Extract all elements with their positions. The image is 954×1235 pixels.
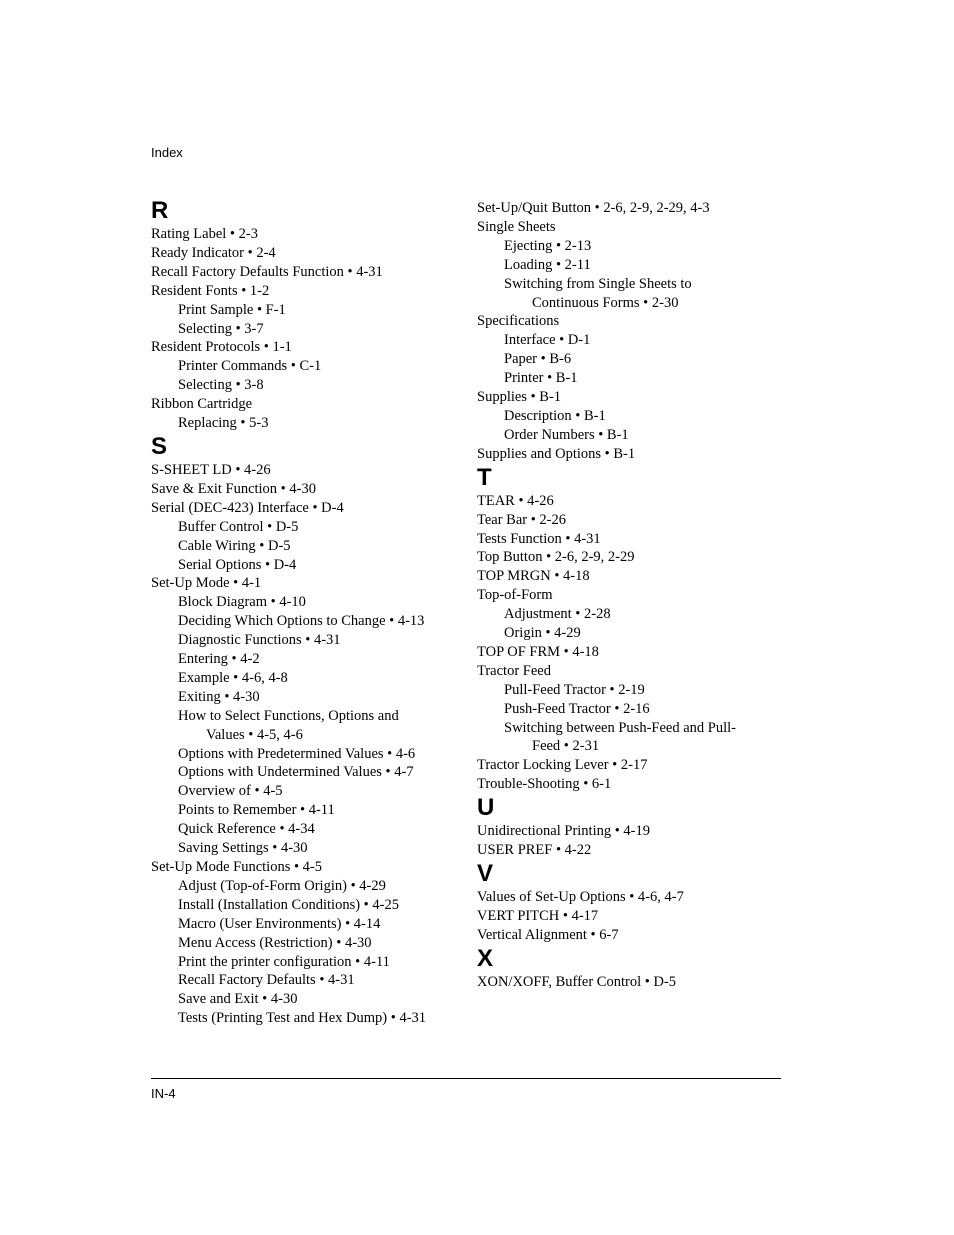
index-subentry: Push-Feed Tractor • 2-16: [504, 700, 650, 717]
index-subentry: Recall Factory Defaults • 4-31: [178, 972, 355, 989]
index-entry: Ribbon Cartridge: [151, 396, 253, 413]
index-subentry: Print the printer configuration • 4-11: [178, 953, 390, 970]
section-letter: R: [151, 197, 169, 224]
index-subentry: Switching between Push-Feed and Pull-: [504, 719, 736, 736]
index-subentry: Pull-Feed Tractor • 2-19: [504, 681, 645, 698]
section-letter: X: [477, 944, 494, 972]
index-entry: USER PREF • 4-22: [477, 842, 592, 859]
index-subentry: Description • B-1: [504, 407, 606, 424]
index-subentry: Selecting • 3-8: [178, 377, 264, 394]
index-subentry: Loading • 2-11: [504, 256, 591, 273]
index-entry: Recall Factory Defaults Function • 4-31: [151, 263, 383, 280]
index-subentry: Ejecting • 2-13: [504, 237, 592, 254]
index-entry: TOP OF FRM • 4-18: [477, 643, 599, 660]
index-entry: Supplies • B-1: [477, 389, 562, 406]
index-entry: Top-of-Form: [477, 587, 553, 604]
index-section: [477, 199, 777, 464]
index-entry: VERT PITCH • 4-17: [477, 907, 599, 924]
index-section: [477, 945, 777, 992]
index-entry: S-SHEET LD • 4-26: [151, 461, 271, 478]
index-section: [151, 197, 461, 433]
index-subentry: Interface • D-1: [504, 332, 591, 349]
index-entry: Serial (DEC-423) Interface • D-4: [151, 499, 344, 516]
index-subentry: Macro (User Environments) • 4-14: [178, 915, 381, 932]
index-subentry: Options with Undetermined Values • 4-7: [178, 764, 414, 781]
index-entry: Tear Bar • 2-26: [477, 511, 567, 528]
section-letter: V: [477, 860, 494, 887]
index-subentry: Deciding Which Options to Change • 4-13: [178, 613, 425, 630]
index-entry: Specifications: [477, 313, 560, 330]
index-entry: TEAR • 4-26: [477, 492, 554, 509]
index-subentry: Cable Wiring • D-5: [178, 537, 291, 554]
index-entry: Save & Exit Function • 4-30: [151, 480, 316, 497]
index-entry: Vertical Alignment • 6-7: [477, 926, 619, 943]
index-subentry: Options with Predetermined Values • 4-6: [178, 745, 416, 762]
index-section: [151, 433, 461, 1028]
section-letter: S: [151, 432, 168, 460]
index-entry: Set-Up Mode • 4-1: [151, 575, 262, 592]
index-subentry: Feed • 2-31: [532, 738, 600, 755]
index-entry: Tests Function • 4-31: [477, 530, 601, 547]
index-entry: Unidirectional Printing • 4-19: [477, 823, 651, 840]
running-header: Index: [151, 145, 183, 160]
index-subentry: Serial Options • D-4: [178, 556, 297, 573]
index-entry: Top Button • 2-6, 2-9, 2-29: [477, 549, 635, 566]
index-subentry: Switching from Single Sheets to: [504, 275, 692, 292]
index-entry: Trouble-Shooting • 6-1: [477, 776, 612, 793]
index-subentry: Print Sample • F-1: [178, 301, 286, 318]
index-subentry: Order Numbers • B-1: [504, 426, 629, 443]
index-entry: Resident Protocols • 1-1: [151, 339, 292, 356]
index-column-right: [477, 199, 777, 992]
index-subentry: Save and Exit • 4-30: [178, 991, 298, 1008]
index-subentry: Paper • B-6: [504, 351, 572, 368]
index-entry: Tractor Locking Lever • 2-17: [477, 757, 648, 774]
index-subentry: Printer • B-1: [504, 370, 578, 387]
section-letter: T: [477, 463, 492, 491]
index-entry: Rating Label • 2-3: [151, 226, 258, 242]
index-entry: Set-Up Mode Functions • 4-5: [151, 859, 323, 875]
index-subentry: Printer Commands • C-1: [178, 358, 322, 375]
index-entry: XON/XOFF, Buffer Control • D-5: [477, 973, 676, 990]
index-subentry: Install (Installation Conditions) • 4-25: [178, 896, 399, 913]
index-subentry: Entering • 4-2: [178, 651, 260, 668]
index-entry: Tractor Feed: [477, 662, 551, 679]
index-subentry: Adjust (Top-of-Form Origin) • 4-29: [178, 877, 386, 894]
page-number: IN-4: [151, 1086, 176, 1101]
index-subentry: Exiting • 4-30: [178, 688, 260, 705]
index-entry: Single Sheets: [477, 218, 556, 235]
index-section: [477, 794, 777, 860]
index-subentry: Saving Settings • 4-30: [178, 840, 308, 857]
index-entry: Resident Fonts • 1-2: [151, 282, 270, 299]
index-column-left: [151, 197, 461, 1028]
index-entry: TOP MRGN • 4-18: [477, 568, 590, 585]
index-subentry: Adjustment • 2-28: [504, 606, 611, 623]
index-subentry: Selecting • 3-7: [178, 320, 264, 337]
index-entry: Ready Indicator • 2-4: [151, 244, 276, 261]
index-subentry: Diagnostic Functions • 4-31: [178, 632, 341, 649]
index-subentry: Origin • 4-29: [504, 625, 581, 642]
index-subentry: Tests (Printing Test and Hex Dump) • 4-31: [178, 1010, 427, 1027]
index-section: [477, 464, 777, 795]
index-subentry: Points to Remember • 4-11: [178, 802, 335, 819]
index-subentry: Menu Access (Restriction) • 4-30: [178, 934, 372, 951]
section-letter: U: [477, 794, 495, 822]
index-subentry: Quick Reference • 4-34: [178, 821, 315, 838]
index-subentry: How to Select Functions, Options and: [178, 707, 399, 724]
index-subentry: Continuous Forms • 2-30: [532, 294, 679, 311]
footer-rule: [151, 1078, 781, 1079]
index-entry: Values of Set-Up Options • 4-6, 4-7: [477, 889, 684, 905]
index-subentry: Overview of • 4-5: [178, 783, 283, 800]
index-subentry: Values • 4-5, 4-6: [206, 726, 303, 743]
index-entry: Supplies and Options • B-1: [477, 445, 636, 462]
index-subentry: Example • 4-6, 4-8: [178, 669, 288, 686]
index-subentry: Replacing • 5-3: [178, 415, 269, 432]
index-entry: Set-Up/Quit Button • 2-6, 2-9, 2-29, 4-3: [477, 200, 710, 216]
index-section: [477, 860, 777, 945]
index-subentry: Buffer Control • D-5: [178, 518, 299, 535]
index-subentry: Block Diagram • 4-10: [178, 594, 306, 611]
